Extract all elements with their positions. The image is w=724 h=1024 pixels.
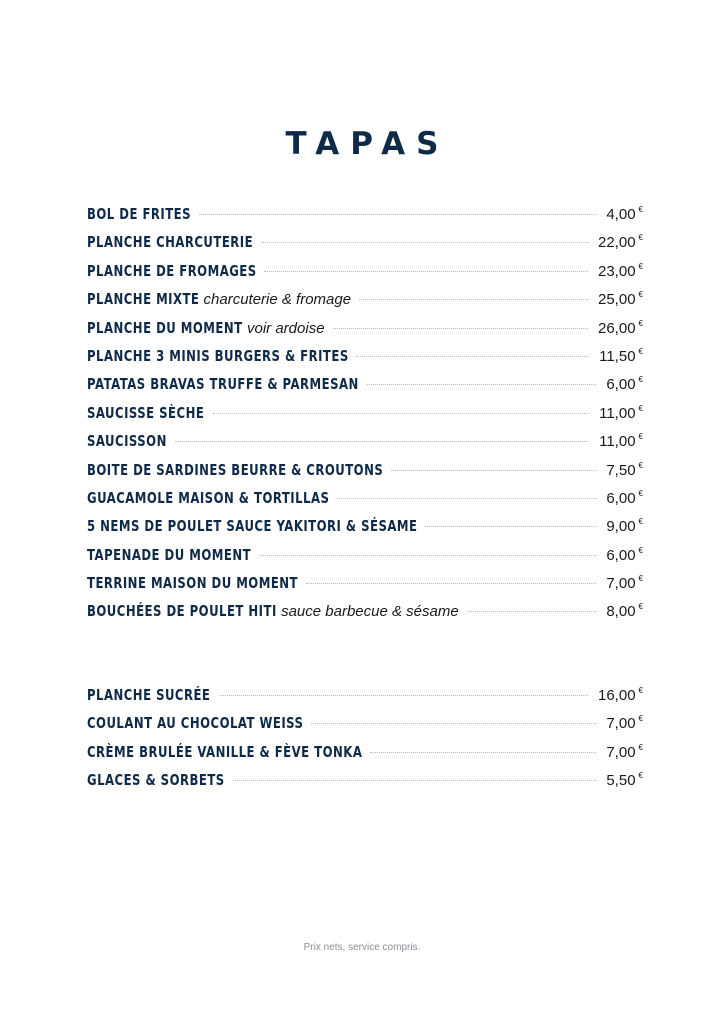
menu-item (87, 310, 643, 338)
menu-item-label (87, 285, 351, 314)
dotted-leader (213, 413, 589, 414)
euro-sign: € (638, 545, 643, 555)
dotted-leader (467, 611, 597, 612)
menu-item-label (87, 766, 225, 794)
price-value: 11,00 (599, 433, 636, 451)
menu-item (87, 281, 643, 309)
euro-sign: € (638, 290, 643, 300)
menu-item (87, 677, 643, 705)
price-value: 7,00 (606, 715, 636, 733)
dotted-leader (333, 328, 588, 329)
menu-item-name: PLANCHE 3 MINIS BURGERS & FRITES (87, 346, 349, 365)
euro-sign: € (638, 602, 643, 612)
dotted-leader (175, 441, 589, 442)
menu-item-name: BOUCHÉES DE POULET HITI (87, 602, 277, 621)
menu-item-label (87, 569, 298, 597)
price-value: 5,50 (606, 772, 636, 790)
savory-menu-section (87, 196, 643, 622)
price-value: 6,00 (606, 546, 636, 564)
dotted-leader (199, 214, 596, 215)
menu-item-name: TAPENADE DU MOMENT (87, 545, 252, 564)
menu-item-name: PLANCHE SUCRÉE (87, 686, 211, 704)
euro-sign: € (638, 517, 643, 527)
menu-item-name: PLANCHE CHARCUTERIE (87, 233, 254, 252)
menu-item (87, 224, 643, 252)
euro-sign: € (638, 574, 643, 584)
menu-item (87, 452, 643, 480)
dotted-leader (370, 752, 596, 753)
euro-sign: € (638, 488, 643, 498)
euro-sign: € (638, 686, 643, 695)
dotted-leader (311, 723, 596, 724)
menu-item-label (87, 257, 256, 285)
page-title: TAPAS (285, 126, 450, 162)
menu-item-note: voir ardoise (247, 319, 325, 337)
price-value: 8,00 (606, 603, 636, 621)
menu-item-label (87, 456, 383, 484)
menu-item-label (87, 597, 459, 626)
dotted-leader (264, 271, 588, 272)
sweet-menu-section (87, 677, 643, 791)
menu-item (87, 338, 643, 366)
price-value: 25,00 (598, 291, 636, 309)
menu-item-price (606, 762, 643, 795)
price-value: 23,00 (598, 262, 636, 280)
price-value: 7,00 (606, 575, 636, 593)
euro-sign: € (638, 318, 643, 328)
euro-sign: € (638, 346, 643, 356)
menu-item (87, 366, 643, 394)
price-value: 11,00 (599, 404, 636, 422)
price-value: 4,00 (606, 206, 636, 223)
dotted-leader (359, 299, 588, 300)
menu-item-label (87, 342, 348, 370)
euro-sign: € (638, 375, 643, 385)
menu-item-label (87, 200, 191, 228)
menu-item-name: CRÈME BRULÉE VANILLE & FÈVE TONKA (87, 742, 363, 761)
dotted-leader (259, 555, 596, 556)
menu-item-price (606, 593, 643, 626)
dotted-leader (391, 470, 596, 471)
price-value: 6,00 (606, 489, 636, 507)
menu-item (87, 480, 643, 508)
footer-note: Prix nets, service compris. (303, 942, 421, 953)
menu-item-name: SAUCISSON (87, 432, 167, 451)
euro-sign: € (638, 771, 643, 781)
menu-item (87, 734, 643, 762)
price-value: 22,00 (598, 234, 636, 252)
price-value: 26,00 (598, 319, 636, 337)
menu-item-name: COULANT AU CHOCOLAT WEISS (87, 714, 304, 733)
menu-item-name: SAUCISSE SÈCHE (87, 403, 205, 422)
menu-item-label (87, 228, 253, 256)
dotted-leader (367, 384, 596, 385)
menu-item (87, 423, 643, 451)
menu-item (87, 196, 643, 224)
menu-item (87, 593, 643, 621)
menu-item (87, 762, 643, 790)
menu-item-label (87, 399, 205, 427)
menu-item-name: BOL DE FRITES (87, 205, 192, 223)
menu-item-label (87, 681, 211, 709)
euro-sign: € (638, 261, 643, 271)
dotted-leader (306, 583, 597, 584)
dotted-leader (261, 242, 588, 243)
menu-item-label (87, 427, 167, 455)
price-value: 6,00 (606, 376, 636, 394)
price-value: 16,00 (598, 687, 636, 704)
menu-item-name: GLACES & SORBETS (87, 771, 225, 790)
menu-item (87, 508, 643, 536)
euro-sign: € (638, 233, 643, 243)
menu-item-name: PLANCHE DE FROMAGES (87, 261, 257, 280)
euro-sign: € (638, 742, 643, 752)
dotted-leader (425, 526, 596, 527)
menu-item (87, 537, 643, 565)
price-value: 9,00 (606, 518, 636, 536)
menu-item-name: TERRINE MAISON DU MOMENT (87, 574, 299, 593)
menu-item-name: PLANCHE DU MOMENT (87, 318, 243, 337)
menu-item-note: charcuterie & fromage (203, 291, 352, 309)
euro-sign: € (638, 714, 643, 724)
price-value: 11,50 (599, 347, 636, 365)
menu-item-label (87, 314, 325, 343)
menu-item (87, 395, 643, 423)
euro-sign: € (638, 205, 643, 214)
price-value: 7,50 (606, 461, 636, 479)
menu-item-name: GUACAMOLE MAISON & TORTILLAS (87, 488, 330, 507)
euro-sign: € (638, 432, 643, 442)
dotted-leader (233, 780, 596, 781)
dotted-leader (356, 356, 589, 357)
menu-item-label (87, 738, 362, 766)
euro-sign: € (638, 460, 643, 470)
menu-item-name: BOITE DE SARDINES BEURRE & CROUTONS (87, 460, 384, 479)
dotted-leader (219, 695, 588, 696)
menu-item-note: sauce barbecue & sésame (281, 603, 459, 621)
menu-item-name: PLANCHE MIXTE (87, 290, 200, 309)
menu-item (87, 705, 643, 733)
euro-sign: € (638, 403, 643, 413)
menu-item-label (87, 709, 303, 737)
price-value: 7,00 (606, 743, 636, 761)
menu-item (87, 565, 643, 593)
menu-item-name: PATATAS BRAVAS TRUFFE & PARMESAN (87, 375, 359, 394)
dotted-leader (337, 498, 596, 499)
menu-item-label (87, 484, 329, 512)
menu-item-name: 5 NEMS DE POULET SAUCE YAKITORI & SÉSAME (87, 517, 418, 536)
menu-item-label (87, 370, 359, 398)
menu-item (87, 253, 643, 281)
menu-item-label (87, 541, 251, 569)
menu-item-label (87, 512, 417, 540)
